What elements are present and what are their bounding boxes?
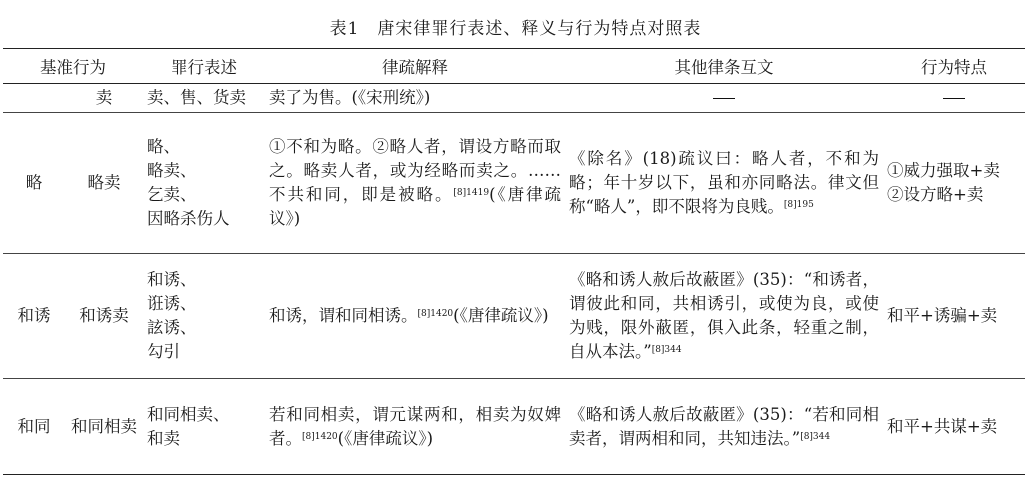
- cross-reference-cell: [565, 113, 883, 254]
- expression-item: 乞卖、: [147, 185, 197, 204]
- commentary-text: ①不和为略。②略人者，谓设方略而取之。略卖人者，或为经略而卖之。……不共和同，即是被略。: [269, 137, 561, 204]
- feature-item: ②设方略+卖: [887, 185, 984, 204]
- baseline-cell: 略卖: [87, 173, 121, 192]
- cross-reference-text: 《略和诱人赦后故蔽匿》(35)：“和诱者，谓彼此和同，共相诱引，或使为良，或使为贱，限外蔽匿，俱入此条，轻重之制，自从本法。”: [569, 270, 879, 361]
- commentary-text: 若和同相卖，谓元谋两和，相卖为奴婢者。: [269, 404, 561, 448]
- category-cell: 和诱: [17, 306, 51, 325]
- header-commentary: 律疏解释: [382, 58, 448, 77]
- header-feature: 行为特点: [921, 58, 987, 77]
- citation-ref: [8]344: [800, 431, 831, 442]
- baseline-cell: 和诱卖: [79, 306, 129, 325]
- dash-mark: [943, 98, 965, 99]
- expression-item: 和卖: [147, 428, 180, 448]
- table-row: [3, 379, 1025, 475]
- expression-item: 和诱、: [147, 270, 197, 289]
- expression-item: 和同相卖、: [147, 404, 230, 424]
- baseline-cell: 和同相卖: [71, 416, 137, 436]
- cross-reference-text: 《除名》(18)疏议曰：略人者，不和为略；年十岁以下，虽和亦同略法。律文但称“略人”，即不限将为良贱。: [569, 149, 879, 216]
- expression-item: 詃诱、: [147, 318, 197, 337]
- citation-ref: [8]1420: [417, 309, 454, 319]
- feature-cell: [883, 84, 1025, 113]
- commentary-cell: [265, 254, 565, 379]
- baseline-cell: 卖: [95, 88, 113, 107]
- category-cell: [3, 84, 65, 113]
- citation-ref: [8]344: [651, 345, 682, 355]
- feature-cell: [883, 254, 1025, 379]
- dash-mark: [713, 98, 735, 99]
- feature-item: 和平+共谋+卖: [887, 416, 998, 436]
- feature-cell: [883, 113, 1025, 254]
- feature-cell: [883, 379, 1025, 475]
- expression-item: 略、: [147, 137, 180, 156]
- expression-item: 诳诱、: [147, 294, 197, 313]
- expression-item: 因略杀伤人: [147, 209, 230, 228]
- table-row: [3, 254, 1025, 379]
- commentary-cell: [265, 84, 565, 113]
- citation-ref: [8]195: [783, 200, 814, 210]
- citation-ref: [8]1420: [302, 431, 338, 442]
- expression-cell: [143, 84, 265, 113]
- commentary-text: 和诱，谓和同相诱。: [269, 306, 418, 325]
- expression-item: 略卖、: [147, 161, 197, 180]
- commentary-source: (《唐律疏议》): [337, 428, 434, 448]
- commentary-text: 卖了为售。(《宋刑统》): [269, 88, 431, 107]
- expression-cell: [143, 254, 265, 379]
- commentary-cell: [265, 113, 565, 254]
- commentary-source: (《唐律疏议》): [453, 306, 549, 325]
- cross-reference-cell: [565, 84, 883, 113]
- cross-reference-cell: [565, 379, 883, 475]
- cross-reference-cell: [565, 254, 883, 379]
- cross-reference-text: 《略和诱人赦后故蔽匿》(35)：“若和同相卖者，谓两相和同，共知违法。”: [569, 404, 879, 448]
- expression-cell: [143, 379, 265, 475]
- table-caption: 表1 唐宋律罪行表述、释义与行为特点对照表: [329, 19, 702, 39]
- expression-item: 卖、售、货卖: [147, 88, 246, 107]
- header-baseline: 基准行为: [40, 58, 106, 77]
- comparison-table: [3, 48, 1025, 475]
- expression-item: 勾引: [147, 342, 180, 361]
- feature-item: ①威力强取+卖: [887, 161, 1000, 180]
- table-row: [3, 84, 1025, 113]
- commentary-source: (《唐律疏议》): [269, 185, 562, 228]
- category-cell: 和同: [17, 416, 51, 436]
- category-cell: 略: [25, 173, 43, 192]
- header-expression: 罪行表述: [171, 58, 237, 77]
- feature-item: 和平+诱骗+卖: [887, 306, 998, 325]
- citation-ref: [8]1419: [453, 188, 490, 198]
- table-row: [3, 113, 1025, 254]
- header-cross-reference: 其他律条互文: [674, 58, 774, 77]
- expression-cell: [143, 113, 265, 254]
- header-row: [3, 49, 1025, 84]
- commentary-cell: [265, 379, 565, 475]
